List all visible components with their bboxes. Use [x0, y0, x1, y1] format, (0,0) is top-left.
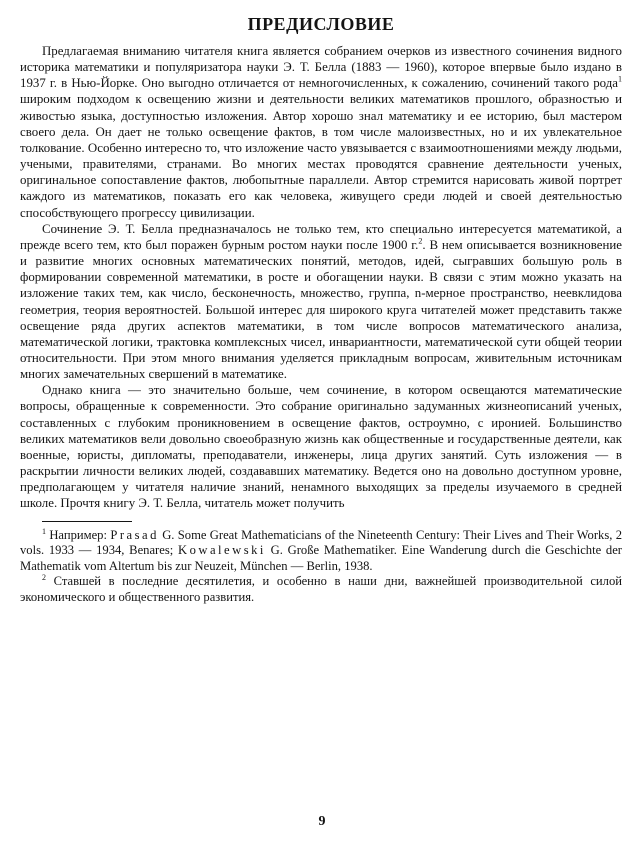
- footnote-1-lead: Например:: [46, 527, 111, 542]
- footnote-ref-2: 2: [418, 236, 423, 246]
- footnote-2-marker: 2: [42, 573, 46, 583]
- footnote-1-author-prasad: Prasad: [110, 527, 159, 542]
- paragraph-1-text-a: Предлагаемая вниманию читателя книга является собранием очерков из известного сочинения видного историка математики и популяризатора науки Э. Т. Белла (1883 — 1960), которое впервые было издано в 1937 г. в Нью-Йорке. Оно выгодно отличается от немногочисленных, к сожалению, сочинений такого рода: [20, 44, 622, 91]
- footnote-1-author-kowalewski: Kowalewski: [177, 543, 266, 558]
- footnote-1-marker: 1: [42, 526, 46, 536]
- paragraph-2-text-b: . В нем описывается возникновение и развитие многих основных математических понятий, методов, идей, сыгравших большую роль в формировании современной математики, в росте и обогащении науки. В связи с этим можно указать на изложение таких тем, как число, бесконечность, множество, группа, n-мерное пространство, неевклидова геометрия, теория вероятностей. Большой интерес для широкого круга читателей может представить также освещение ряда других аспектов математики, в том числе вопросов математического анализа, математической логики, трактовка комплексных чисел, инвариантности, математической сути общей теории относительности. При этом много внимания уделяется прикладным вопросам, живительным источникам многих замечательных свершений в математике.: [20, 237, 623, 382]
- paragraph-1-text-b: широким подходом к освещению жизни и деятельности великих математиков прошлого, образностью и живостью языка, доступностью изложения. Автор хорошо знал математику и ее историю, был мастером своего дела. Он дает не только освещение фактов, в том числе малоизвестных, но и их увлекательное толкование. Особенно интересно то, что изложение часто увязывается с взаимоотношениями между людьми, учеными, правителями, странами. Во многих местах проводятся сравнение деятельности ученых, оригинальное сопоставление фактов, любопытные параллели. Автор стремится нарисовать живой портрет каждого из математиков, показать его как человека, живущего среди людей и своей деятельностью способствующего прогрессу цивилизации.: [20, 92, 622, 220]
- paragraph-2-text-a: Сочинение Э. Т. Белла предназначалось не только тем, кто специально интересуется математикой, а прежде всего тем, кто был поражен бурным ростом науки после 1900 г.: [20, 221, 622, 252]
- paragraph-2: [20, 221, 622, 383]
- page-title: ПРЕДИСЛОВИЕ: [247, 14, 395, 34]
- footnote-divider: [42, 521, 132, 522]
- footnote-1: [20, 528, 622, 575]
- footnote-1-text-mid: G. Some Great Mathematicians of the Nineteenth Century: Their Lives and Their Works, 2 vols. 1933 — 1934, Benares;: [20, 527, 622, 558]
- page-number: 9: [318, 814, 326, 829]
- paragraph-1: [20, 43, 622, 221]
- footnote-2-text: Ставшей в последние десятилетия, и особенно в наши дни, важнейшей производительной силой экономического и общественного развития.: [20, 574, 622, 604]
- footnotes: [20, 528, 622, 606]
- paragraph-3: Однако книга — это значительно больше, чем сочинение, в котором освещаются математические вопросы, обращенные к современности. Это собрание оригинально задуманных жизнеописаний ученых, составленных с глубоким проникновением в освещение фактов, остроумно, с иронией. Большинство великих математиков вели довольно своеобразную жизнь как общественные и государственные деятели, как военные, юристы, дипломаты, преподаватели, инженеры, лица других занятий. Суть изложения — в раскрытии личности великих людей, создававших математику. Ведется оно на довольно доступном уровне, предполагающем у читателя наличие знаний, ненамного выходящих за пределы изучаемого в средней школе. Прочтя книгу Э. Т. Белла, читатель может получить: [20, 383, 622, 511]
- footnote-1-text-end: G. Große Mathematiker. Eine Wanderung durch die Geschichte der Mathematik vom Altertum bis zur Neuzeit, München — Berlin, 1938.: [20, 543, 622, 573]
- body-text: [20, 43, 622, 512]
- footnote-2: [20, 574, 622, 605]
- footnote-ref-1: 1: [618, 75, 622, 85]
